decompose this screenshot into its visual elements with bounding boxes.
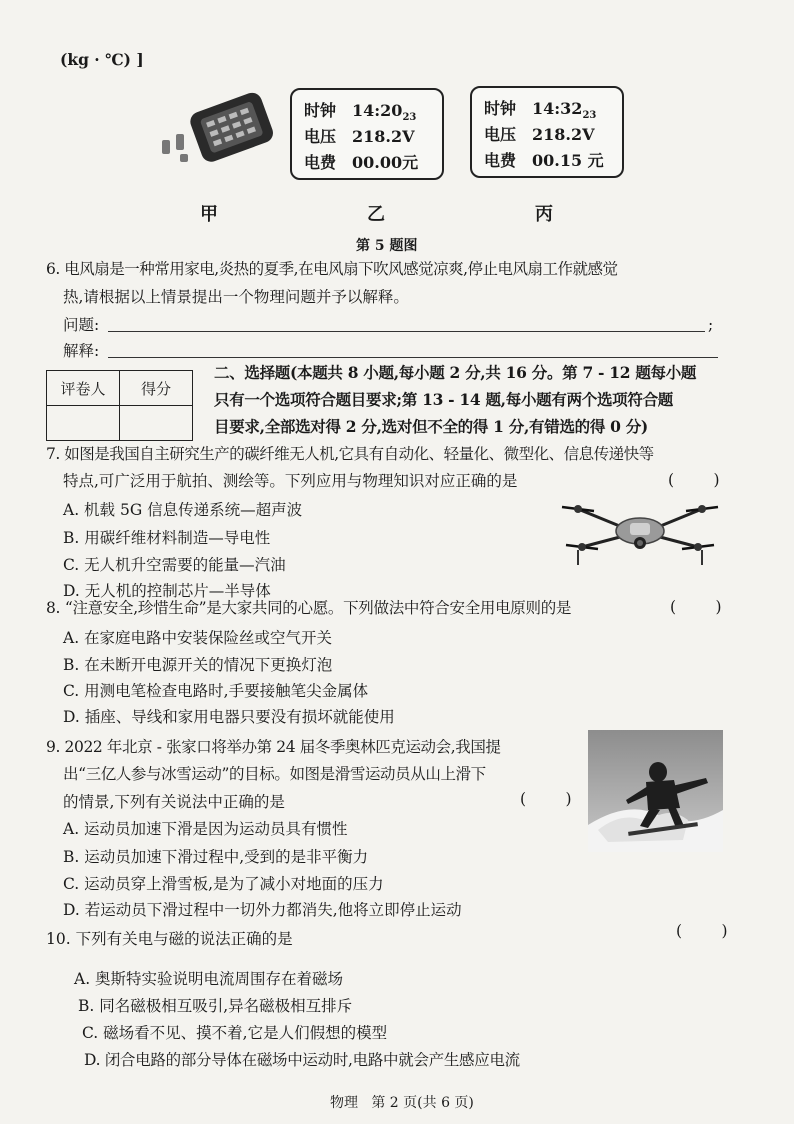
q9-line-2: 出“三亿人参与冰雪运动”的目标。如图是滑雪运动员从山上滑下: [63, 765, 486, 783]
score-table: [46, 370, 193, 441]
clock-value: 14:32: [532, 99, 583, 118]
q10-option-a: A. 奥斯特实验说明电流周围存在着磁场: [74, 970, 344, 988]
q10-line-1: 10. 下列有关电与磁的说法正确的是: [46, 930, 293, 948]
q10-answer-paren[interactable]: ( ): [676, 922, 728, 940]
q9-option-a: A. 运动员加速下滑是因为运动员具有惯性: [63, 820, 348, 838]
clock-value: 14:20: [352, 101, 403, 120]
formula-unit-fragment: (kg · ℃) ]: [60, 50, 144, 69]
voltage-label: 电压: [304, 127, 337, 146]
q6-question-end: ;: [708, 316, 714, 334]
figure-label-yi: 乙: [367, 204, 385, 225]
q6-line-2: 热,请根据以上情景提出一个物理问题并予以解释。: [63, 288, 409, 306]
section-2-line-1: 二、选择题(本题共 8 小题,每小题 2 分,共 16 分。第 7 - 12 题每小题: [214, 363, 697, 382]
fee-label: 电费: [304, 153, 337, 172]
q7-line-1: 7. 如图是我国自主研究生产的碳纤维无人机,它具有自动化、轻量化、微型化、信息传递快等: [46, 445, 654, 463]
clock-seconds: 23: [582, 110, 597, 122]
score-header: 得分: [120, 371, 193, 406]
q7-answer-paren[interactable]: ( ): [668, 471, 720, 489]
q8-option-d: D. 插座、导线和家用电器只要没有损坏就能使用: [63, 708, 395, 726]
fee-value: 00.15 元: [532, 151, 604, 170]
q7-option-d: D. 无人机的控制芯片—半导体: [63, 582, 271, 600]
q6-question-answer-line[interactable]: [108, 331, 705, 332]
q7-option-a: A. 机载 5G 信息传递系统—超声波: [63, 501, 303, 519]
q9-option-d: D. 若运动员下滑过程中一切外力都消失,他将立即停止运动: [63, 901, 462, 919]
reviewer-cell[interactable]: [47, 406, 120, 441]
q6-line-1: 6. 电风扇是一种常用家电,炎热的夏季,在电风扇下吹风感觉凉爽,停止电风扇工作就感觉: [46, 260, 618, 278]
q7-option-c: C. 无人机升空需要的能量—汽油: [63, 556, 286, 574]
q10-option-d: D. 闭合电路的部分导体在磁场中运动时,电路中就会产生感应电流: [84, 1051, 520, 1069]
section-2-line-2: 只有一个选项符合题目要求;第 13 - 14 题,每小题有两个选项符合题: [214, 390, 673, 409]
q9-option-c: C. 运动员穿上滑雪板,是为了减小对地面的压力: [63, 875, 384, 893]
q6-answer-label: 解释:: [63, 342, 100, 360]
section-2-line-3: 目要求,全部选对得 2 分,选对但不全的得 1 分,有错选的得 0 分): [214, 417, 648, 436]
q8-line-1: 8. “注意安全,珍惜生命”是大家共同的心愿。下列做法中符合安全用电原则的是: [46, 599, 572, 617]
q7-option-b: B. 用碳纤维材料制造—导电性: [63, 529, 271, 547]
reviewer-header: 评卷人: [47, 371, 120, 406]
skier-photo: [588, 730, 723, 852]
q10-option-c: C. 磁场看不见、摸不着,它是人们假想的模型: [82, 1024, 388, 1042]
electric-meter-device-image: [150, 90, 280, 180]
page-footer: 物理 第 2 页(共 6 页): [330, 1095, 474, 1111]
q9-answer-paren[interactable]: ( ): [520, 790, 572, 808]
score-cell[interactable]: [120, 406, 193, 441]
figure-caption: 第 5 题图: [356, 238, 418, 254]
clock-label: 时钟: [304, 101, 337, 120]
q8-option-c: C. 用测电笔检查电路时,手要接触笔尖金属体: [63, 682, 369, 700]
q8-option-b: B. 在未断开电源开关的情况下更换灯泡: [63, 656, 333, 674]
voltage-value: 218.2V: [532, 125, 595, 144]
fee-label: 电费: [484, 151, 517, 170]
q6-explanation-answer-line[interactable]: [108, 357, 718, 358]
figure-label-jia: 甲: [200, 204, 218, 225]
q6-question-label: 问题:: [63, 316, 100, 334]
q10-option-b: B. 同名磁极相互吸引,异名磁极相互排斥: [78, 997, 353, 1015]
q9-line-1: 9. 2022 年北京 - 张家口将举办第 24 届冬季奥林匹克运动会,我国提: [46, 738, 501, 756]
figure-label-bing: 丙: [535, 204, 553, 225]
lcd-display-yi: [290, 88, 444, 180]
voltage-label: 电压: [484, 125, 517, 144]
drone-image: [560, 495, 720, 570]
clock-seconds: 23: [402, 112, 417, 124]
clock-label: 时钟: [484, 99, 517, 118]
q9-option-b: B. 运动员加速下滑过程中,受到的是非平衡力: [63, 848, 369, 866]
voltage-value: 218.2V: [352, 127, 415, 146]
q8-option-a: A. 在家庭电路中安装保险丝或空气开关: [63, 629, 333, 647]
fee-value: 00.00元: [352, 153, 419, 172]
q9-line-3: 的情景,下列有关说法中正确的是: [63, 793, 285, 811]
lcd-display-bing: [470, 86, 624, 178]
q7-line-2: 特点,可广泛用于航拍、测绘等。下列应用与物理知识对应正确的是: [63, 472, 518, 490]
q8-answer-paren[interactable]: ( ): [670, 598, 722, 616]
